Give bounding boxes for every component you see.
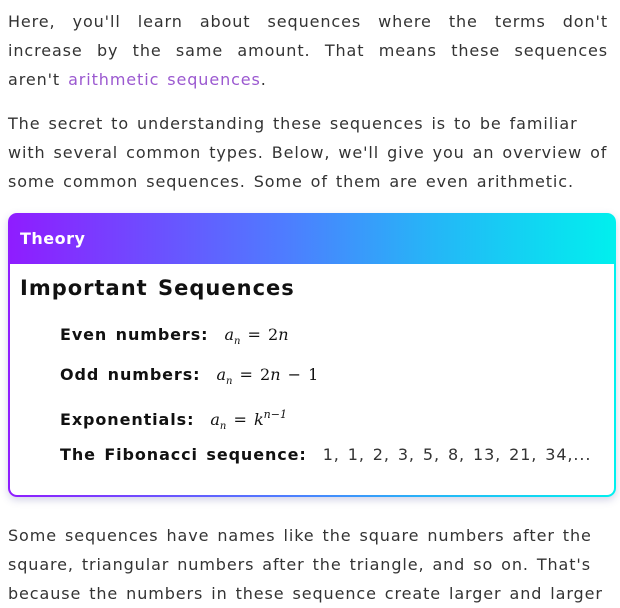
sequence-row-even [60, 323, 289, 347]
sequence-label: Odd numbers: [60, 365, 201, 384]
formula: $a_n = k^{n-1}$ [210, 408, 287, 432]
intro-text-1: Here, you'll learn about sequences where the terms don't increase by the same amount. That means these sequences aren't [8, 12, 608, 89]
intro-paragraph-1 [8, 7, 608, 94]
sequence-row-exponential [60, 403, 287, 432]
outro-paragraph: Some sequences have names like the square numbers after the square, triangular numbers after the triangle, and so on. That's because the numbers in these sequence create larger and larger [8, 526, 603, 603]
sequence-row-odd [60, 363, 318, 387]
theory-title: Important Sequences [20, 276, 295, 300]
sequence-row-fibonacci [60, 443, 591, 467]
intro-paragraph-2: The secret to understanding these sequences is to be familiar with several common types. Below, we'll give you an overview of some common sequences. Some of them are even arithmetic. [8, 114, 608, 191]
intro-period: . [260, 70, 267, 89]
sequence-label: The Fibonacci sequence: [60, 445, 307, 464]
theory-header: Theory [20, 229, 86, 248]
formula: $a_n = 2n - 1$ [216, 365, 319, 387]
formula: $a_n = 2n$ [224, 325, 289, 347]
sequence-label: Even numbers: [60, 325, 209, 344]
theory-body [10, 264, 614, 495]
sequence-label: Exponentials: [60, 410, 195, 429]
arithmetic-sequences-link[interactable]: arithmetic sequences [68, 70, 261, 89]
theory-box [8, 213, 616, 497]
fibonacci-values: 1, 1, 2, 3, 5, 8, 13, 21, 34,... [322, 445, 592, 464]
